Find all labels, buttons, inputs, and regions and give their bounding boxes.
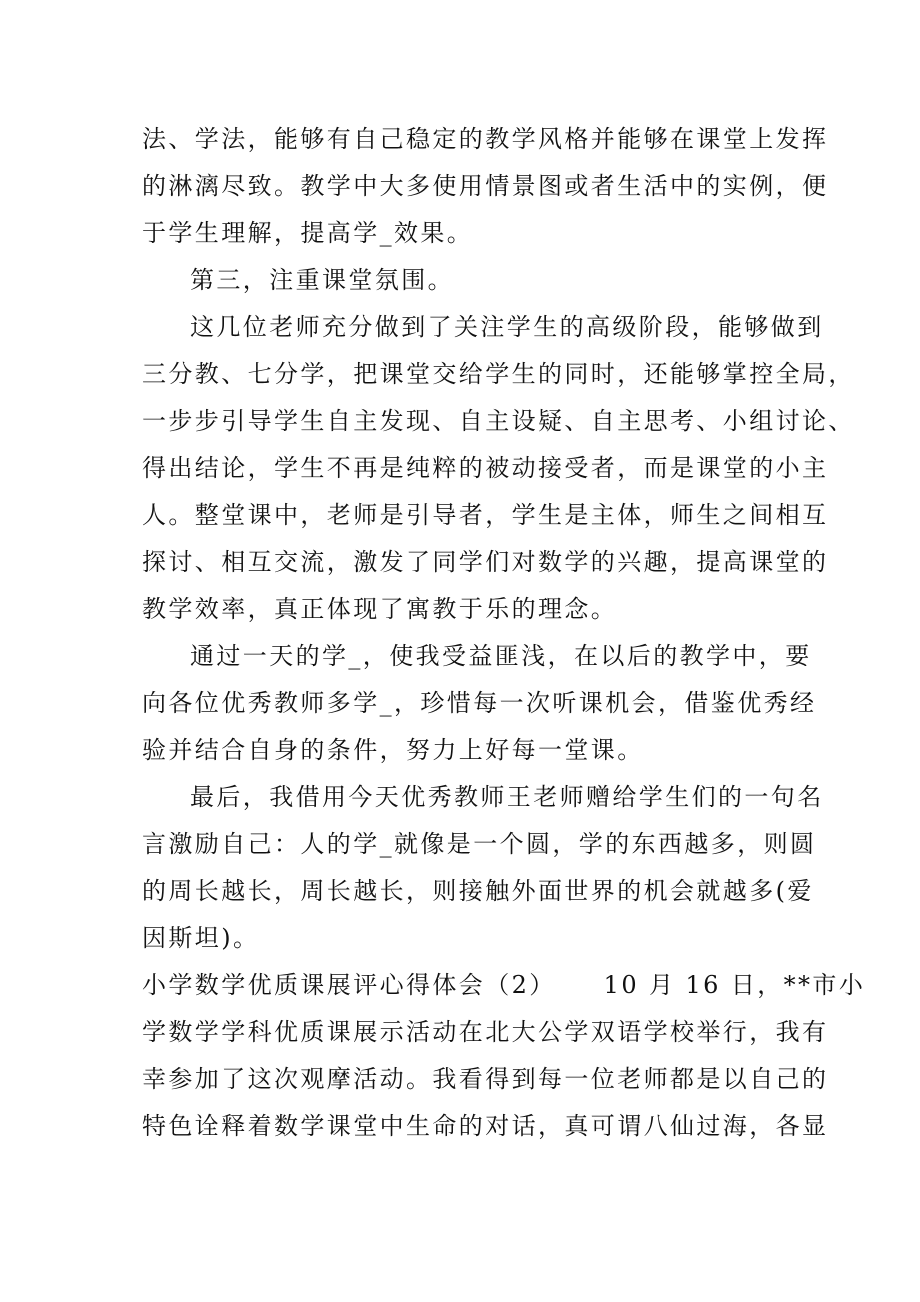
paragraph-teaching-style <box>142 116 829 257</box>
text-line: 第三，注重课堂氛围。 <box>190 266 454 294</box>
paragraph-classroom-atmosphere <box>142 304 855 633</box>
text-line: 验并结合自身的条件，努力上好每一堂课。 <box>142 736 644 764</box>
document-body <box>142 116 866 1150</box>
section-2 <box>142 962 866 1150</box>
section-2-title: 小学数学优质课展评心得体会（2） <box>142 971 556 999</box>
text-line: 探讨、相互交流，激发了同学们对数学的兴趣，提高课堂的 <box>142 548 829 576</box>
text-line: 的淋漓尽致。教学中大多使用情景图或者生活中的实例，便 <box>142 172 829 200</box>
text-line: 的周长越长，周长越长，则接触外面世界的机会就越多(爱 <box>142 877 814 905</box>
text-line: 向各位优秀教师多学_，珍惜每一次听课机会，借鉴优秀经 <box>142 689 817 717</box>
section-2-opening: 10 月 16 日，**市小 <box>603 971 866 999</box>
text-line: 学数学学科优质课展示活动在北大公学双语学校举行，我有 <box>142 1018 829 1046</box>
text-line: 言激励自己：人的学_就像是一个圆，学的东西越多，则圆 <box>142 830 817 858</box>
text-line: 三分教、七分学，把课堂交给学生的同时，还能够掌控全局， <box>142 360 855 388</box>
text-line: 通过一天的学_，使我受益匪浅，在以后的教学中，要 <box>190 642 812 670</box>
paragraph-learning-gain <box>142 633 817 774</box>
text-line: 得出结论，学生不再是纯粹的被动接受者，而是课堂的小主 <box>142 454 829 482</box>
text-line: 人。整堂课中，老师是引导者，学生是主体，师生之间相互 <box>142 501 829 529</box>
paragraph-third-point <box>142 257 782 304</box>
section-2-first-line <box>142 962 866 1009</box>
text-line: 于学生理解，提高学_效果。 <box>142 219 474 247</box>
text-line: 一步步引导学生自主发现、自主设疑、自主思考、小组讨论、 <box>142 407 855 435</box>
paragraph-einstein-quote <box>142 774 824 962</box>
text-line: 幸参加了这次观摩活动。我看得到每一位老师都是以自己的 <box>142 1065 829 1093</box>
text-line: 教学效率，真正体现了寓教于乐的理念。 <box>142 595 618 623</box>
text-line: 最后，我借用今天优秀教师王老师赠给学生们的一句名 <box>190 783 824 811</box>
text-line: 因斯坦)。 <box>142 924 260 952</box>
text-line: 这几位老师充分做到了关注学生的高级阶段，能够做到 <box>190 313 824 341</box>
text-line: 法、学法，能够有自己稳定的教学风格并能够在课堂上发挥 <box>142 125 829 153</box>
text-line: 特色诠释着数学课堂中生命的对话，真可谓八仙过海，各显 <box>142 1112 829 1140</box>
